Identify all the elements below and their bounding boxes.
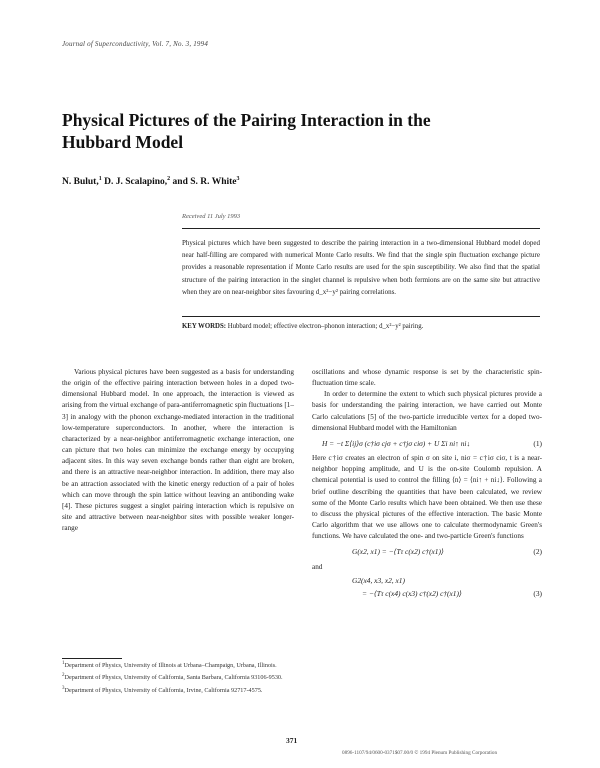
equation-3-body: = −⟨Tτ c(x4) c(x3) c†(x2) c†(x1)⟩ — [362, 588, 462, 598]
right-column — [312, 367, 542, 599]
author-affiliation-mark: 1 — [98, 176, 102, 182]
equation-2-number: (2) — [533, 547, 542, 557]
equation-3-number: (3) — [533, 588, 542, 598]
author-affiliation-mark: 2 — [167, 176, 171, 182]
abstract-top-rule — [182, 228, 540, 229]
equation-1-number: (1) — [533, 438, 542, 448]
copyright-line: 0896-1107/94/0600-0371$07.00/0 © 1994 Plenum Publishing Corporation — [342, 750, 498, 756]
keywords-label: KEY WORDS: — [182, 323, 226, 330]
body-paragraph: Here c†iσ creates an electron of spin σ on site i, niσ = c†iσ ciσ, t is a near-neighbor hopping amplitude, and U is the on-site Coulomb repulsion. A chemical potential is used to control the filling ⟨n⟩ = ⟨ni↑ + ni↓⟩. Following a brief outline describing the quantities that have been calculated, we review some of the Monte Carlo results which have been obtained. We then use these to discuss the physical pictures of the effective interaction. The basic Monte Carlo algorithm that we use allows one to calculate thermodynamic Green's functions. We have calculated the one- and two-particle Green's functions — [312, 454, 542, 541]
received-date: Received 11 July 1993 — [182, 213, 241, 220]
footnote-text: Department of Physics, University of Illinois at Urbana–Champaign, Urbana, Illinois. — [64, 662, 277, 670]
author-name: and S. R. White — [172, 177, 237, 188]
footnote — [62, 672, 294, 682]
footnote-mark: 3 — [62, 685, 65, 691]
footnote-text: Department of Physics, University of California, Irvine, California 92717-4575. — [64, 686, 263, 694]
body-paragraph: oscillations and whose dynamic response is set by the characteristic spin-fluctuation time scale. — [312, 368, 542, 388]
equation-2-body: G(x2, x1) = −⟨Tτ c(x2) c†(x1)⟩ — [352, 547, 444, 557]
footnote-mark: 2 — [62, 673, 65, 679]
footnote — [62, 685, 294, 695]
author-affiliation-mark: 3 — [236, 176, 240, 182]
paper-title: Physical Pictures of the Pairing Interaction in the Hubbard Model — [62, 110, 431, 152]
footnote-text: Department of Physics, University of California, Santa Barbara, California 93106-9530. — [64, 674, 283, 682]
author-name: D. J. Scalapino, — [104, 177, 168, 188]
keywords — [182, 323, 542, 330]
footnote-mark: 1 — [62, 661, 65, 666]
left-column — [62, 367, 294, 534]
abstract-bottom-rule — [182, 316, 540, 317]
equation-3 — [362, 588, 542, 599]
abstract: Physical pictures which have been suggested to describe the pairing interaction in a two-dimensional Hubbard model doped near half-filling are compared with numerical Monte Carlo results. We find that the single spin fluctuation exchange picture provides a reasonable representation if Monte Carlo results are used for the spin susceptibility. We also find that the spatial structure of the pairing interaction in the singlet channel is repulsive when both fermions are on the same site but attractive when they are on near-neighbor sites favouring d_x²−y² pairing correlations. — [182, 239, 540, 296]
footnotes — [62, 660, 294, 697]
author-name: N. Bulut, — [62, 177, 99, 188]
connector-word: and — [312, 562, 323, 571]
equation-1-body: H = −t Σ⟨ij⟩σ (c†iσ cjσ + c†jσ ciσ) + U Σi ni↑ ni↓ — [322, 438, 471, 448]
body-paragraph: In order to determine the extent to which such physical pictures provide a basis for understanding the pairing interaction, we have carried out Monte Carlo calculations [5] of the two-particle irreducible vertex for a doped two-dimensional Hubbard model with the Hamiltonian — [312, 390, 542, 432]
journal-header: Journal of Superconductivity, Vol. 7, No. 3, 1994 — [62, 40, 209, 48]
equation-1 — [322, 438, 542, 449]
body-paragraph: Various physical pictures have been suggested as a basis for understanding the origin of the effective pairing interaction between holes in a doped two-dimensional Hubbard model. In one approach, the interaction is viewed as arising from the virtual exchange of para-antiferromagnetic spin fluctuations [1–3] in analogy with the phonon exchange-mediated interaction in the traditional low-temperature superconductors. In another, where the interaction is characterized by a near-neighbor antiferromagnetic exchange interaction, one can picture that two holes can minimize the exchange energy by occupying adjacent sites. In this way seven exchange bonds rather than eight are broken, and there is an attractive near-neighbor interaction. In addition, there may also be an attraction associated with the kinetic energy reduction of a pair of holes which can move through the spin lattice without leaving an antibonding wake [4]. These pictures suggest a singlet pairing interaction which is repulsive on site and attractive between near-neighbor sites with possible weaker longer-range — [62, 368, 294, 533]
equation-2 — [352, 546, 542, 557]
equation-3-lhs: G2(x4, x3, x2, x1) — [352, 575, 405, 585]
page-number: 371 — [286, 736, 298, 745]
author-list — [62, 176, 240, 187]
keywords-text: Hubbard model; effective electron–phonon interaction; d_x²−y² pairing. — [227, 323, 424, 330]
footnote-rule — [62, 658, 122, 659]
footnote — [62, 660, 294, 670]
